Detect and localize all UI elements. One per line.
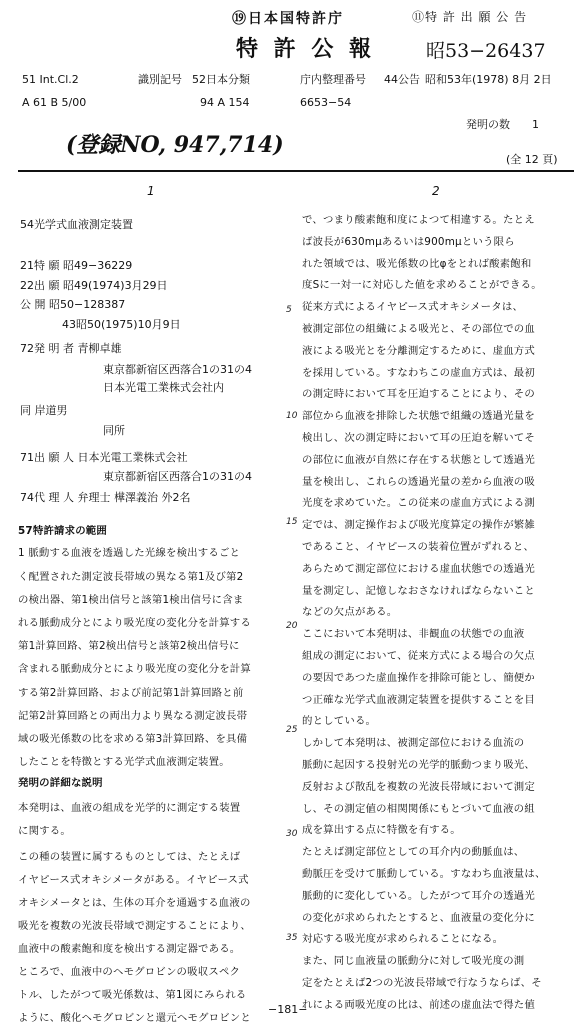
left-text-line: 血液中の酸素飽和度を検出する測定器である。 — [18, 943, 241, 955]
left-text-line: トル、したがつて吸光係数は、第1図にみられる — [18, 989, 247, 1001]
right-text-line: あらためて測定部位における虚血状態での透過光 — [302, 562, 535, 575]
right-text-line: 液による吸光とを分離測定するために、虚血方式 — [302, 344, 535, 357]
biblio-row: 公 開 昭50−128387 — [20, 298, 126, 311]
left-text-line: く配置された測定波長帯域の異なる第1及び第2 — [18, 571, 244, 583]
biblio-row: 同所 — [103, 424, 125, 437]
page-count: (全 12 頁) — [506, 153, 558, 166]
biblio-row: 43昭50(1975)10月9日 — [62, 318, 181, 331]
right-text-line: 部位から血液を排除した状態で組織の透過光量を — [302, 410, 535, 423]
left-text-line: 1 脈動する血液を透過した光線を検出するごと — [18, 547, 241, 559]
right-text-line: れによる両吸光度の比は、前述の虚血法で得た値 — [302, 998, 535, 1011]
left-text-line: 本発明は、血液の組成を光学的に測定する装置 — [18, 802, 241, 814]
right-text-line: 量を測定し、記憶しなおさなければならないこと — [302, 584, 535, 597]
right-text-line: 組成の測定において、従来方式による場合の欠点 — [302, 650, 535, 662]
handwritten-registration-number: (登録NO, 947,714) — [66, 132, 284, 158]
left-text-line: 発明の詳細な説明 — [18, 777, 103, 789]
biblio-row: 71出 願 人 日本光電工業株式会社 — [20, 451, 188, 464]
biblio-row: 22出 願 昭49(1974)3月29日 — [20, 279, 168, 292]
left-text-line: ところで、血液中のヘモグロビンの吸収スペク — [18, 966, 241, 978]
right-text-line: し、その測定値の相関関係にもとづいて血液の組 — [302, 802, 535, 815]
right-text-line: 光度を求めていた。この従来の虚血方式による測 — [302, 497, 535, 510]
right-text-line: れた領域では、吸光係数の比φをとれば酸素飽和 — [302, 257, 532, 270]
left-text-line: この種の装置に属するものとしては、たとえば — [18, 851, 241, 863]
right-text-line: また、同じ血液量の脈動分に対して吸光度の測 — [302, 955, 525, 968]
right-text-line: で、つまり酸素飽和度によつて相違する。たとえ — [302, 214, 535, 226]
publication-code: ⑪特 許 出 願 公 告 — [412, 10, 528, 24]
left-text-line: 吸光を複数の光波長帯域で測定することにより、 — [18, 920, 251, 932]
right-text-line: などの欠点がある。 — [302, 606, 398, 619]
right-text-line: 度Sに一対一に対応した値を求めることができる。 — [302, 279, 542, 292]
biblio-row: 74代 理 人 弁理士 樺澤義治 外2名 — [20, 491, 191, 504]
intcl-value: A 61 B 5/00 — [22, 96, 87, 109]
office-code: ⑲日本国特許庁 — [232, 11, 344, 27]
left-text-line: に関する。 — [18, 825, 71, 837]
right-text-line: であること、イヤピースの装着位置がずれると、 — [302, 541, 535, 553]
right-text-line: 脈動に起因する投射光の光学的脈動つまり吸光、 — [302, 759, 535, 771]
right-text-line: 検出し、次の測定時において耳の圧迫を解いてそ — [302, 432, 535, 444]
biblio-row: 同 岸道男 — [20, 404, 68, 417]
biblio-row: 72発 明 者 青柳卓雄 — [20, 342, 122, 355]
invention-title: 54光学式血液測定装置 — [20, 218, 133, 231]
left-text-line: イヤピース式オキシメータがある。イヤピース式 — [18, 874, 249, 886]
right-text-line: 従来方式によるイヤピース式オキシメータは、 — [302, 301, 524, 314]
line-number: 35 — [286, 933, 298, 943]
right-text-line: 動脈圧を受けて脈動している。すなわち血液量は、 — [302, 868, 546, 880]
left-text-line: オキシメータとは、生体の耳介を通過する血液の — [18, 897, 251, 909]
right-text-line: 被測定部位の組織による吸光と、その部位での血 — [302, 323, 535, 335]
publication-date-label: 44公告 — [384, 73, 420, 86]
page-number: −181− — [268, 1003, 308, 1016]
right-text-line: 量を検出し、これらの透過光量の差から血液の吸 — [302, 475, 535, 488]
intcl-label: 51 Int.Cl.2 — [22, 73, 79, 86]
left-text-line: 記第2計算回路との両出力より異なる測定波長帯 — [18, 710, 248, 722]
internal-number-label: 庁内整理番号 — [300, 73, 366, 86]
line-number: 15 — [286, 517, 298, 527]
document-title: 特 許 公 報 — [236, 36, 375, 62]
line-number: 30 — [286, 829, 298, 839]
biblio-row: 日本光電工業株式会社内 — [103, 381, 224, 394]
line-number: 20 — [286, 621, 298, 631]
right-text-line: の部位に血液が自然に存在する状態として透過光 — [302, 453, 535, 466]
right-text-line: 脈動的に変化している。したがつて耳介の透過光 — [302, 889, 535, 902]
right-text-line: を採用している。すなわちこの虚血方式は、最初 — [302, 366, 535, 379]
jp-class-value: 94 A 154 — [200, 96, 250, 109]
inventions-value: 1 — [532, 118, 539, 131]
left-text-line: れる脈動成分とにより吸光度の変化分を計算する — [18, 617, 251, 629]
right-text-line: 的としている。 — [302, 715, 377, 728]
right-text-line: ば波長が630mμあるいは900mμという限ら — [302, 235, 515, 248]
left-text-line: したことを特徴とする光学式血液測定装置。 — [18, 756, 230, 768]
line-number: 10 — [286, 411, 298, 421]
biblio-row: 21特 願 昭49−36229 — [20, 259, 133, 272]
right-text-line: の要因であつた虚血操作を排除可能とし、簡便か — [302, 671, 535, 684]
right-text-line: 定をたとえば2つの光波長帯域で行なうならば、そ — [302, 977, 542, 989]
inventions-label: 発明の数 — [466, 118, 510, 131]
column-number-left: 1 — [147, 184, 155, 198]
left-text-line: 第1計算回路、第2検出信号と該第2検出信号に — [18, 640, 240, 652]
left-text-line: ように、酸化ヘモグロビンと還元ヘモグロビンと — [18, 1012, 251, 1024]
left-text-line: の検出器、第1検出信号と該第1検出信号に含ま — [18, 594, 244, 606]
right-text-line: たとえば測定部位としての耳介内の動脈血は、 — [302, 846, 525, 859]
jp-class-label: 52日本分類 — [192, 73, 250, 86]
biblio-row: 東京都新宿区西落合1の31の4 — [103, 363, 252, 376]
header-divider — [18, 170, 574, 172]
biblio-row: 東京都新宿区西落合1の31の4 — [103, 470, 252, 483]
left-text-line: 域の吸光係数の比を求める第3計算回路、を具備 — [18, 733, 248, 745]
publication-date-value: 昭和53年(1978) 8月 2日 — [425, 73, 552, 86]
right-text-line: しかして本発明は、被測定部位における血流の — [302, 737, 525, 750]
line-number: 5 — [286, 305, 292, 315]
internal-number-value: 6653−54 — [300, 96, 352, 109]
left-text-line: 57特許請求の範囲 — [18, 525, 107, 537]
right-text-line: ここにおいて本発明は、非観血の状態での血液 — [302, 628, 525, 641]
line-number: 25 — [286, 725, 298, 735]
right-text-line: の測定時において耳を圧迫することにより、その — [302, 388, 535, 401]
right-text-line: 対応する吸光度が求められることになる。 — [302, 933, 504, 946]
right-text-line: の変化が求められたとすると、血液量の変化分に — [302, 911, 535, 924]
column-number-right: 2 — [432, 184, 440, 198]
right-text-line: 成を算出する点に特徴を有する。 — [302, 824, 461, 837]
left-text-line: 含まれる脈動成分とにより吸光度の変化分を計算 — [18, 663, 251, 675]
right-text-line: 定では、測定操作および吸光度算定の操作が繁雑 — [302, 519, 535, 532]
ident-label: 識別記号 — [138, 73, 182, 86]
publication-number: 昭53−26437 — [426, 40, 546, 62]
left-text-line: する第2計算回路、および前記第1計算回路と前 — [18, 687, 244, 699]
right-text-line: つ正確な光学式血液測定装置を提供することを目 — [302, 693, 535, 706]
right-text-line: 反射および散乱を複数の光波長帯域において測定 — [302, 780, 535, 793]
